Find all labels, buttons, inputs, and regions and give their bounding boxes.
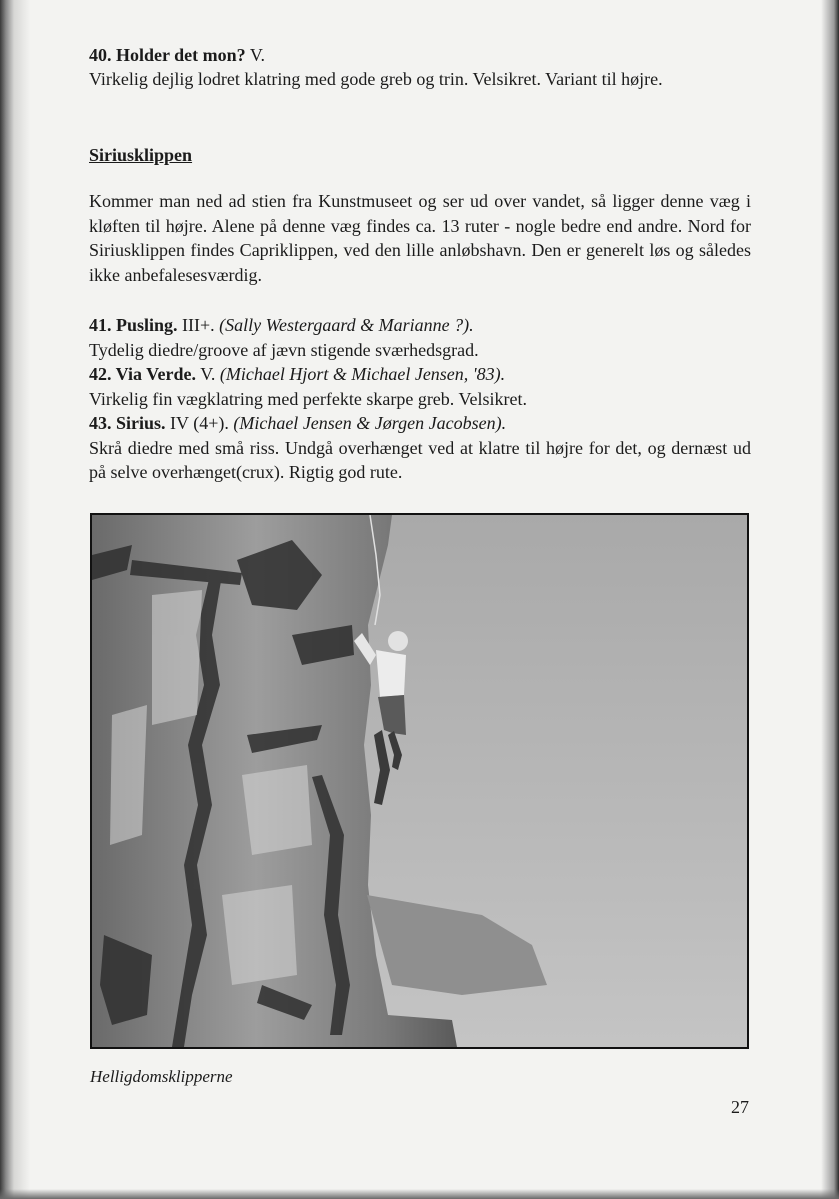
page-binding-shadow (0, 0, 30, 1199)
route-41-authors: (Sally Westergaard & Marianne ?). (219, 315, 474, 335)
route-43-description: Skrå diedre med små riss. Undgå overhænget ved at klatre til højre for det, og dernæst ud på selve overhænget(crux). Rigtig god rute. (89, 437, 751, 482)
route-43-grade: IV (4+). (165, 413, 234, 433)
route-40 (89, 44, 753, 91)
route-40-grade: V. (245, 45, 266, 65)
route-42 (89, 362, 753, 411)
section-heading: Siriusklippen (89, 145, 193, 165)
route-41-description: Tydelig diedre/groove af jævn stigende sværhedsgrad. (89, 339, 479, 360)
route-42-authors: (Michael Hjort & Michael Jensen, '83). (219, 364, 506, 384)
page-bottom-edge (0, 1189, 839, 1199)
page-text-content (89, 44, 753, 91)
page-number: 27 (731, 1097, 749, 1117)
section-intro: Kommer man ned ad stien fra Kunstmuseet og ser ud over vandet, så ligger denne væg i kløften til højre. Alene på denne væg findes ca. 13 ruter - nogle bedre end andre. Nord for Siriusklippen findes Capriklippen, ved den lille anløbshavn. Den er generelt løs og således ikke anbefalesesværdig. (89, 191, 751, 285)
route-40-description: Virkelig dejlig lodret klatring med gode greb og trin. Velsikret. Variant til højre. (89, 68, 663, 89)
route-42-description: Virkelig fin vægklatring med perfekte skarpe greb. Velsikret. (89, 388, 527, 409)
route-41 (89, 313, 753, 362)
climbing-photo-image (92, 515, 747, 1047)
route-43-authors: (Michael Jensen & Jørgen Jacobsen). (233, 413, 507, 433)
route-list (89, 313, 753, 485)
page-edge-shadow (821, 0, 839, 1199)
photo-caption: Helligdomsklipperne (90, 1067, 233, 1086)
route-40-title: 40. Holder det mon? (89, 45, 246, 65)
climbing-photo (90, 513, 749, 1049)
route-43 (89, 411, 753, 485)
route-43-title: 43. Sirius. (89, 413, 166, 433)
route-41-title: 41. Pusling. (89, 315, 178, 335)
route-42-grade: V. (196, 364, 220, 384)
route-41-grade: III+. (177, 315, 220, 335)
route-42-title: 42. Via Verde. (89, 364, 197, 384)
